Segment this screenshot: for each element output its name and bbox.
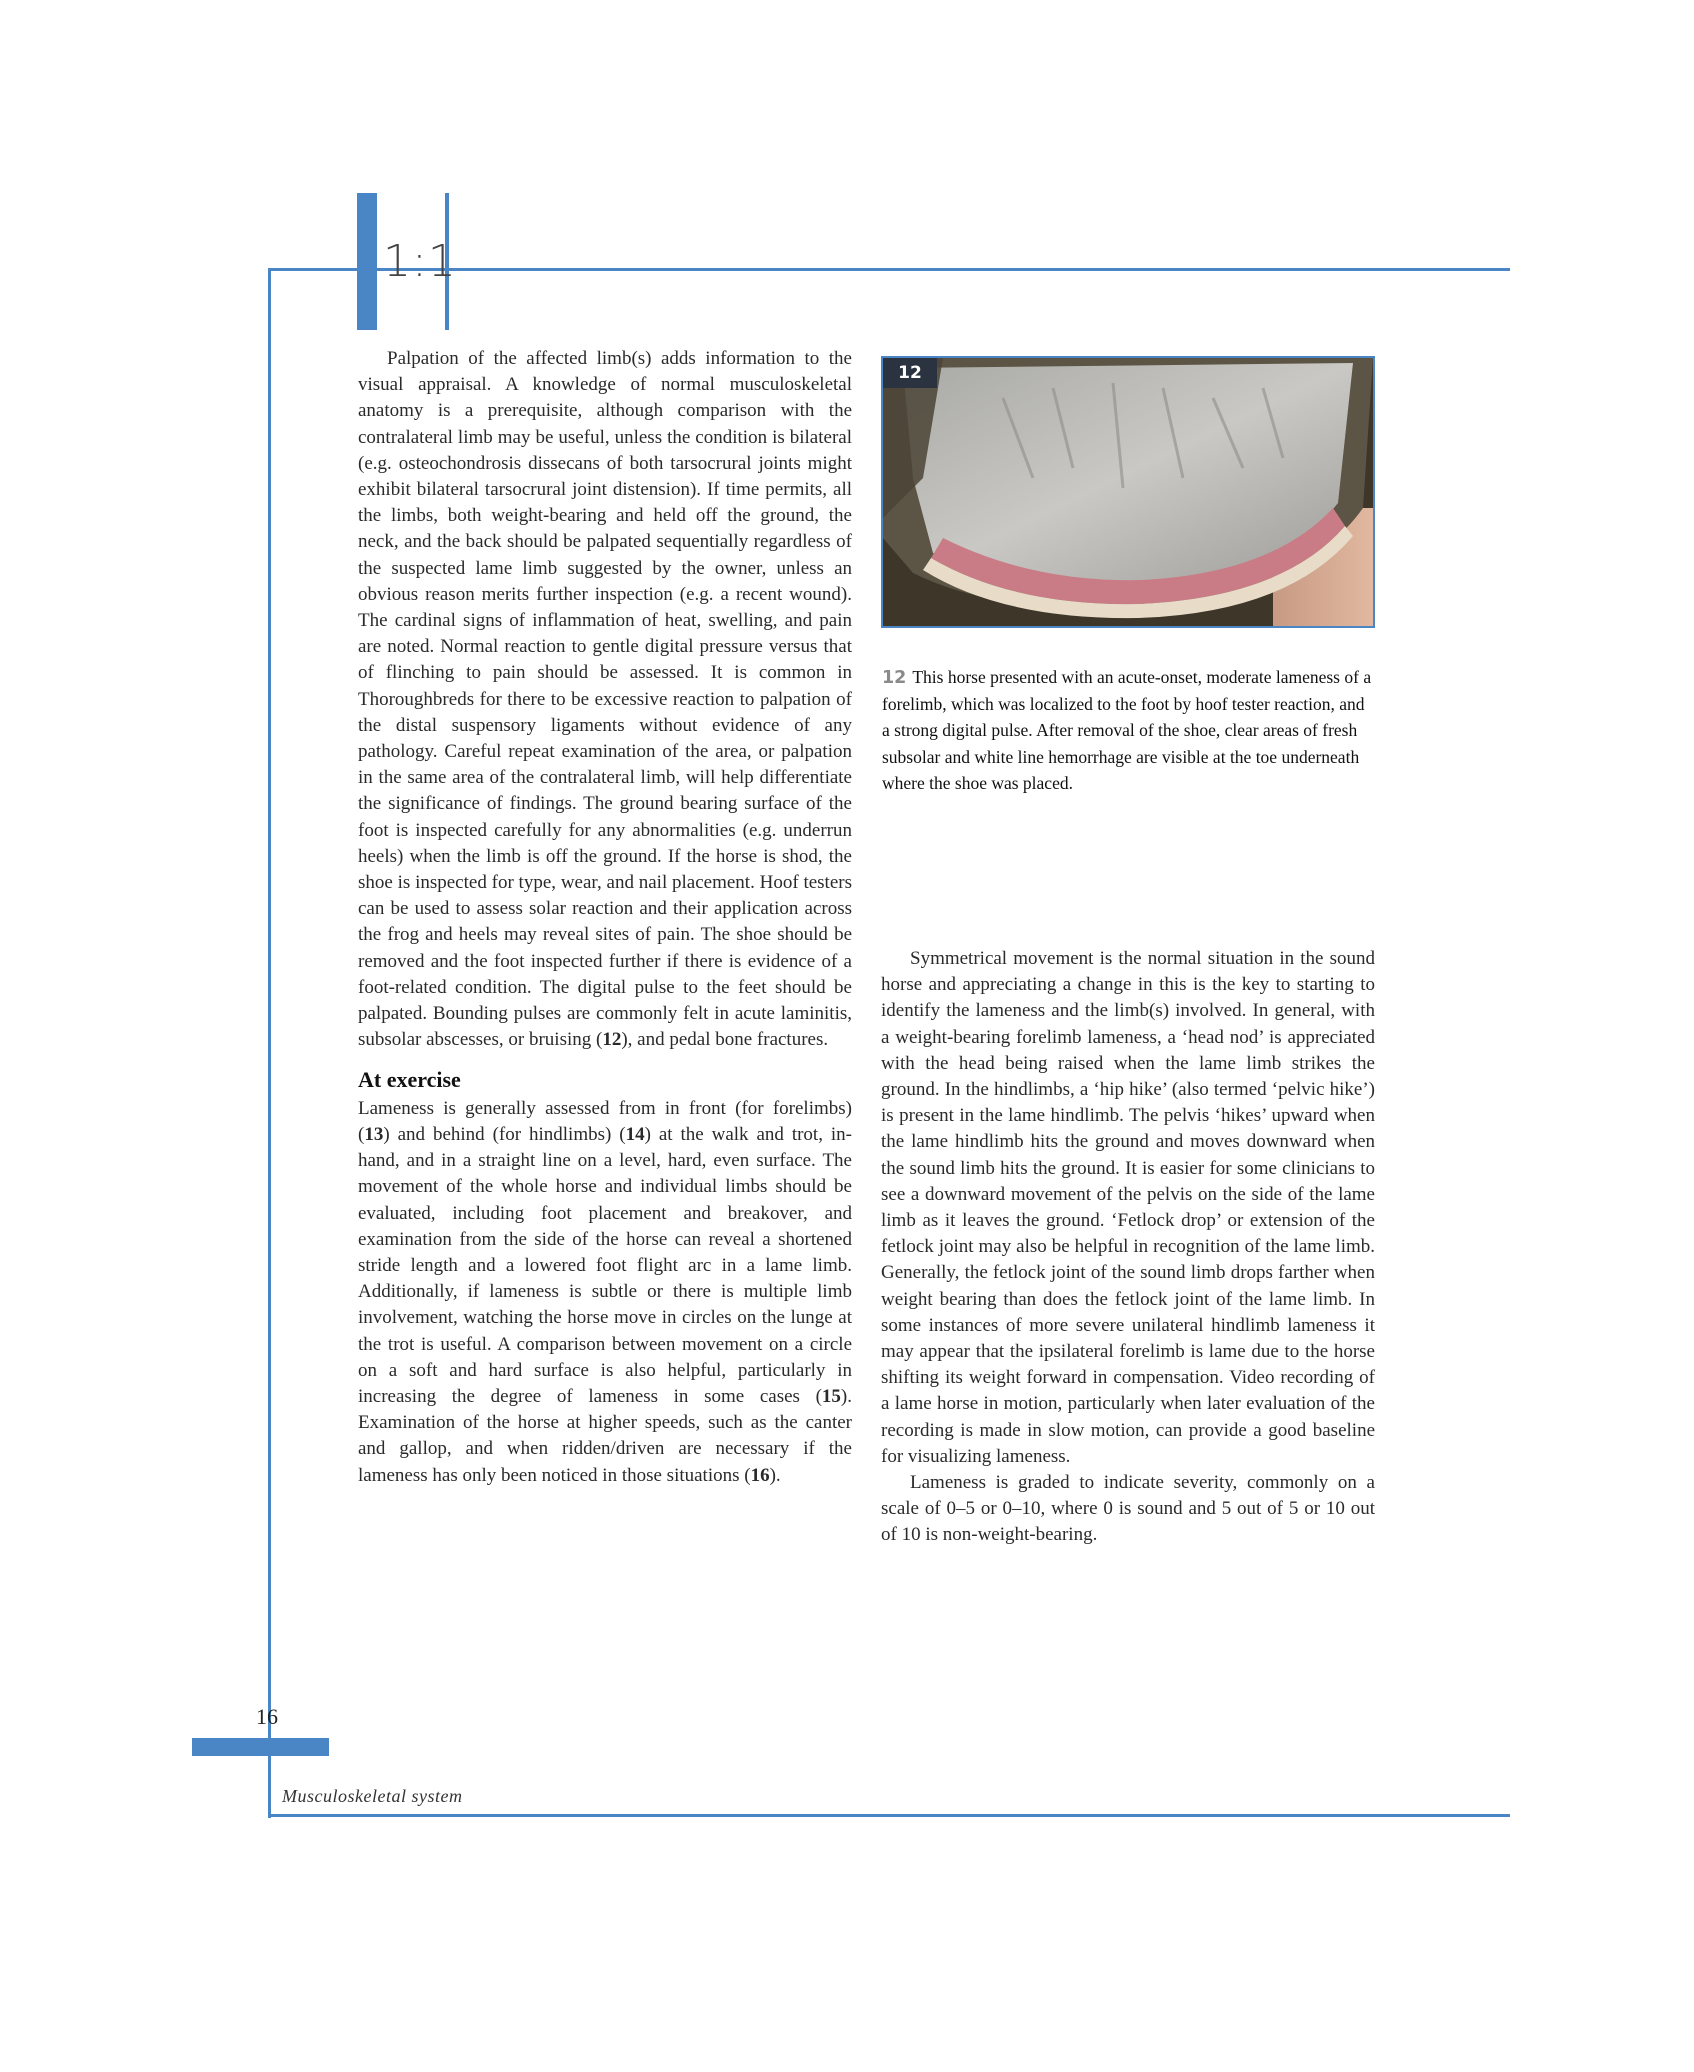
figure-label: 12	[883, 358, 937, 388]
bottom-rule	[268, 1814, 1510, 1817]
text-span: ), and pedal bone fractures.	[621, 1029, 829, 1051]
figure-reference: 16	[750, 1464, 770, 1486]
caption-number: 12	[882, 668, 907, 688]
text-span: Lameness is generally assessed from in front (for forelimbs) (	[358, 1097, 852, 1145]
page-number: 16	[256, 1704, 278, 1729]
caption-text: This horse presented with an acute-onset, moderate lameness of a forelimb, which was localized to the foot by hoof tester reaction, and a strong digital pulse. After removal of the shoe, clear areas of fresh subsolar and white line hemorrhage are visible at the toe underneath where the shoe was placed.	[882, 667, 1372, 793]
section-heading: At exercise	[358, 1067, 461, 1093]
text-span: ).	[769, 1464, 781, 1486]
text-span: ) at the walk and trot, in-hand, and in a straight line on a level, hard, even surface. The movement of the whole horse and individual limbs should be evaluated, including foot placement and breakover, and examination from the side of the horse can reveal a shortened stride length and a lowered foot flight arc in a lame limb. Additionally, if lameness is subtle or there is multiple limb involvement, watching the horse move in circles on the lunge at the trot is useful. A comparison between movement on a circle on a soft and hard surface is also helpful, particularly in increasing the degree of lameness in some cases (	[358, 1123, 852, 1407]
figure-reference: 12	[602, 1029, 622, 1051]
paragraph-at-exercise	[358, 1096, 852, 1489]
page-number-bar	[192, 1738, 329, 1756]
hoof-photo-illustration	[883, 358, 1373, 626]
footer-title: Musculoskeletal system	[282, 1786, 463, 1806]
figure-reference: 15	[821, 1385, 841, 1407]
paragraph-palpation	[358, 346, 852, 1053]
paragraph-lameness-grading: Lameness is graded to indicate severity, commonly on a scale of 0–5 or 0–10, where 0 is sound and 5 out of 5 or 10 out of 10 is non-weight-bearing.	[881, 1472, 1375, 1546]
chapter-number: 1:1	[383, 236, 457, 287]
figure-reference: 13	[364, 1123, 384, 1145]
figure-photo	[881, 356, 1375, 628]
left-rule	[268, 268, 271, 1818]
right-column	[881, 946, 1375, 1549]
text-span: Palpation of the affected limb(s) adds information to the visual appraisal. A knowledge of normal musculoskeletal anatomy is a prerequisite, although comparison with the contralateral limb may be useful, unless the condition is bilateral (e.g. osteochondrosis dissecans of both tarsocrural joints might exhibit bilateral tarsocrural joint distension). If time permits, all the limbs, both weight-bearing and held off the ground, the neck, and the back should be palpated sequentially regardless of the suspected lame limb suggested by the owner, unless an obvious reason merits further inspection (e.g. a recent wound). The cardinal signs of inflammation of heat, swelling, and pain are noted. Normal reaction to gentle digital pressure versus that of flinching to pain should be assessed. It is common in Thoroughbreds for there to be excessive reaction to palpation of the distal suspensory ligaments without evidence of any pathology. Careful repeat examination of the area, or palpation in the same area of the contralateral limb, will help differentiate the significance of findings. The ground bearing surface of the foot is inspected carefully for any abnormalities (e.g. underrun heels) when the limb is off the ground. If the horse is shod, the shoe is inspected for type, wear, and nail placement. Hoof testers can be used to assess solar reaction and their application across the frog and heels may reveal sites of pain. The shoe should be removed and the foot inspected further if there is evidence of a foot-related condition. The digital pulse to the feet should be palpated. Bounding pulses are commonly felt in acute laminitis, subsolar abscesses, or bruising (	[358, 348, 852, 1051]
text-span: ) and behind (for hindlimbs) (	[383, 1123, 626, 1145]
chapter-tab-bar	[357, 193, 377, 330]
paragraph-symmetrical-movement: Symmetrical movement is the normal situation in the sound horse and appreciating a change in this is the key to starting to identify the lameness and the limb(s) involved. In general, with a weight-bearing forelimb lameness, a ‘head nod’ is appreciated with the head being raised when the lame limb strikes the ground. In the hindlimbs, a ‘hip hike’ (also termed ‘pelvic hike’) is present in the lame hindlimb. The pelvis ‘hikes’ upward when the lame hindlimb hits the ground and moves downward when the sound limb hits the ground. It is easier for some clinicians to see a downward movement of the pelvis on the side of the lame limb as it leaves the ground. ‘Fetlock drop’ or extension of the fetlock joint may also be helpful in recognition of the lame limb. Generally, the fetlock joint of the sound limb drops farther when weight bearing than does the fetlock joint of the lame limb. In some instances of more severe unilateral hindlimb lameness it may appear that the ipsilateral forelimb is lame due to the horse shifting its weight forward in compensation. Video recording of a lame horse in motion, particularly when later evaluation of the recording is made in slow motion, can provide a good baseline for visualizing lameness.	[881, 948, 1375, 1467]
left-column	[358, 346, 852, 1489]
text-span: ). Examination of the horse at higher speeds, such as the canter and gallop, and when ridden/driven are necessary if the lameness has only been noticed in those situations (	[358, 1385, 852, 1486]
figure-reference: 14	[625, 1123, 645, 1145]
figure-caption	[882, 664, 1372, 796]
